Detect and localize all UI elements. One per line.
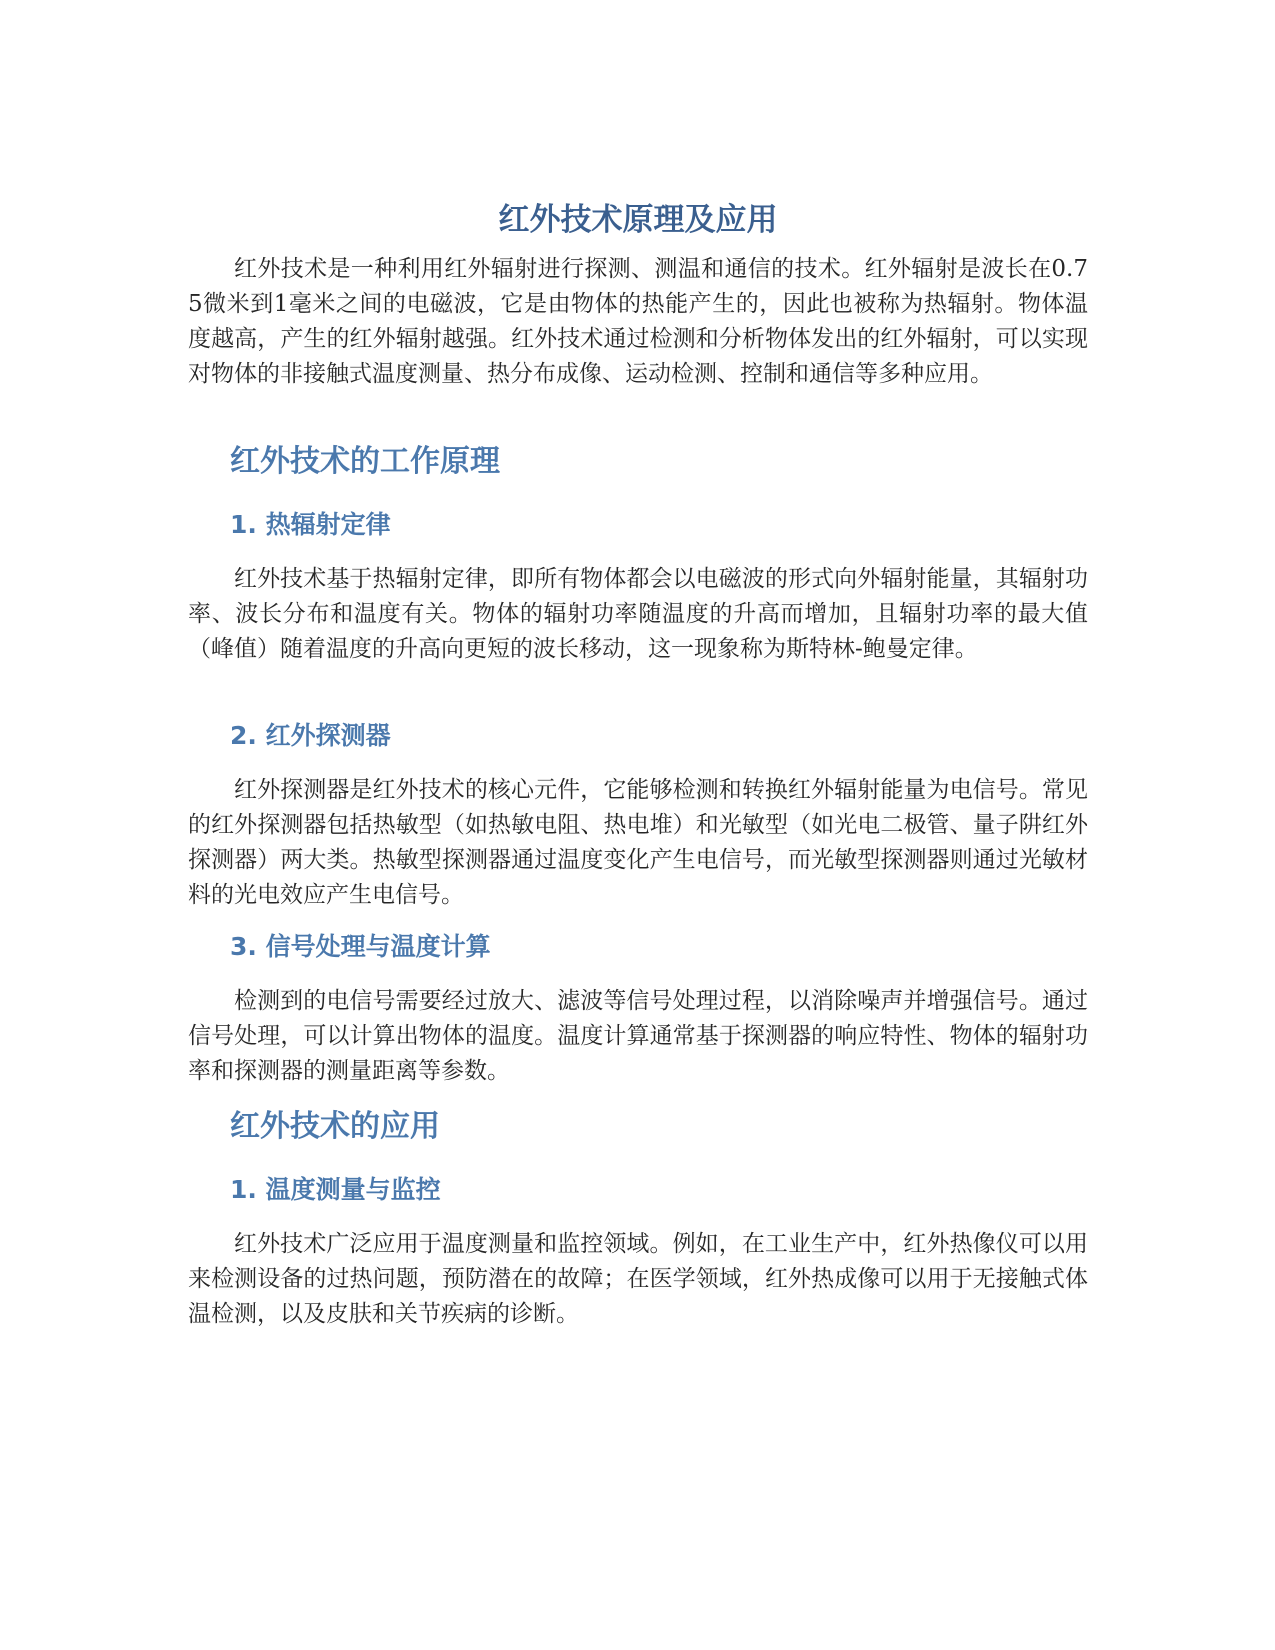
paragraph-detector: 红外探测器是红外技术的核心元件，它能够检测和转换红外辐射能量为电信号。常见的红外探测器包括热敏型（如热敏电阻、热电堆）和光敏型（如光电二极管、量子阱红外探测器）两大类。热敏型探测器通过温度变化产生电信号，而光敏型探测器则通过光敏材料的光电效应产生电信号。 xyxy=(188,777,1088,908)
paragraph-signal-processing: 检测到的电信号需要经过放大、滤波等信号处理过程，以消除噪声并增强信号。通过信号处理，可以计算出物体的温度。温度计算通常基于探测器的响应特性、物体的辐射功率和探测器的测量距离等参数。 xyxy=(188,988,1088,1084)
subsection-heading-signal-processing: 3. 信号处理与温度计算 xyxy=(230,932,491,961)
intro-paragraph: 红外技术是一种利用红外辐射进行探测、测温和通信的技术。红外辐射是波长在0.75微米到1毫米之间的电磁波，它是由物体的热能产生的，因此也被称为热辐射。物体温度越高，产生的红外辐射越强。红外技术通过检测和分析物体发出的红外辐射，可以实现对物体的非接触式温度测量、热分布成像、运动检测、控制和通信等多种应用。 xyxy=(188,256,1088,387)
subsection-heading-temperature-monitoring: 1. 温度测量与监控 xyxy=(230,1175,441,1204)
subsection-heading-thermal-law: 1. 热辐射定律 xyxy=(230,510,391,539)
document-title: 红外技术原理及应用 xyxy=(498,202,778,238)
subsection-heading-detector: 2. 红外探测器 xyxy=(230,721,391,750)
paragraph-thermal-law: 红外技术基于热辐射定律，即所有物体都会以电磁波的形式向外辐射能量，其辐射功率、波长分布和温度有关。物体的辐射功率随温度的升高而增加，且辐射功率的最大值（峰值）随着温度的升高向更短的波长移动，这一现象称为斯特林-鲍曼定律。 xyxy=(188,566,1088,662)
paragraph-temperature-monitoring: 红外技术广泛应用于温度测量和监控领域。例如，在工业生产中，红外热像仪可以用来检测设备的过热问题，预防潜在的故障；在医学领域，红外热成像可以用于无接触式体温检测，以及皮肤和关节疾病的诊断。 xyxy=(188,1231,1088,1327)
section-heading-principles: 红外技术的工作原理 xyxy=(230,444,500,479)
section-heading-applications: 红外技术的应用 xyxy=(230,1109,440,1144)
